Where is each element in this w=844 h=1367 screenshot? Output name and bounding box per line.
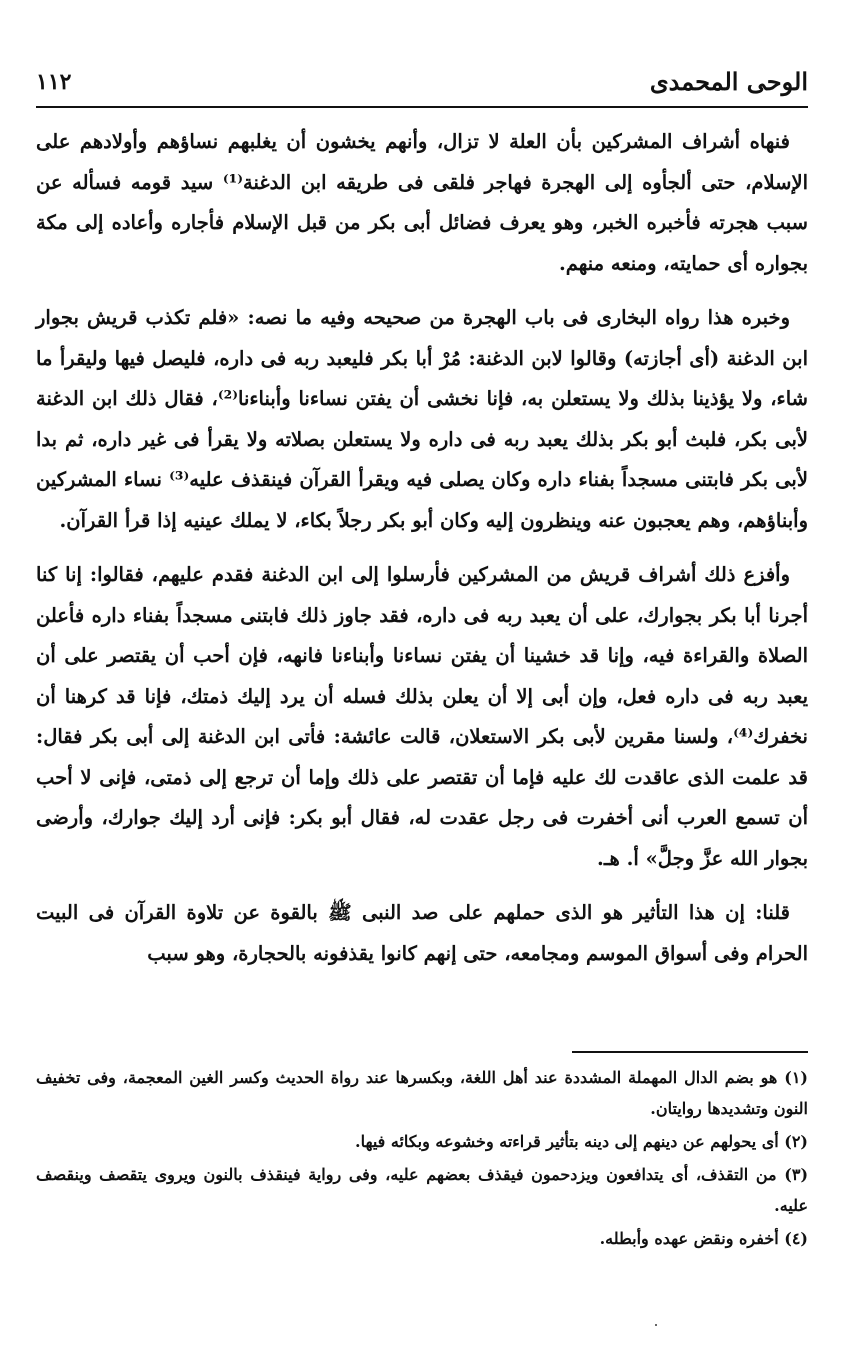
footnote: (١) هو بضم الدال المهملة المشددة عند أهل اللغة، وبكسرها عند رواة الحديث وكسر الغين المعجمة، وفى تخفيف النون وتشديدها روايتان. [36,1068,808,1118]
footnote-separator [572,1051,808,1053]
paragraph: قلنا: إن هذا التأثير هو الذى حملهم على صد النبى ﷺ بالقوة عن تلاوة القرآن فى البيت الحرام وفى أسواق الموسم ومجامعه، حتى إنهم كانوا يقذفونه بالحجارة، وهو سبب [36,901,808,965]
main-text [36,122,808,988]
footnote: (٢) أى يحولهم عن دينهم إلى دينه بتأثير قراءته وخشوعه وبكائه فيها. [355,1132,808,1151]
page-number: ١١٢ [36,69,72,95]
paragraph: وأفزع ذلك أشراف قريش من المشركين فأرسلوا إلى ابن الدغنة فقدم عليهم، فقالوا: إنا كنا أجرنا أبا بكر بجوارك، على أن يعبد ربه فى داره، فقد جاوز ذلك فابتنى مسجداً بفناء داره فأعلن الصلاة والقراءة فيه، وإنا قد خشينا أن يفتن نساءنا وأبناءنا فانهه، فإن أحب أن يقتصر على أن يعبد ربه فى داره فعل، وإن أبى إلا أن يعلن بذلك فسله أن يرد إليك ذمتك، فإنا قد كرهنا أن نخفرك⁽⁴⁾، ولسنا مقرين لأبى بكر الاستعلان، قالت عائشة: فأتى ابن الدغنة إلى أبى بكر فقال: قد علمت الذى عاقدت لك عليه فإما أن تقتصر على ذلك وإما أن ترجع إلى ذمتى، فإنى لا أحب أن تسمع العرب أنى أخفرت فى رجل عقدت له، فقال أبو بكر: فإنى أرد إليك جوارك، وأرضى بجوار الله عزَّ وجلَّ» أ. هـ. [36,563,808,870]
paragraph: فنهاه أشراف المشركين بأن العلة لا تزال، وأنهم يخشون أن يغلبهم نساؤهم وأولادهم على الإسلام، حتى ألجأوه إلى الهجرة فهاجر فلقى فى طريقه ابن الدغنة⁽¹⁾ سيد قومه فسأله عن سبب هجرته فأخبره الخبر، وهو يعرف فضائل أبى بكر من قبل الإسلام فأجاره وأعاده إلى مكة بجواره أى حمايته، ومنعه منهم. [36,130,808,275]
footnotes [36,1062,808,1256]
scan-speck [655,1324,657,1326]
paragraph: وخبره هذا رواه البخارى فى باب الهجرة من صحيحه وفيه ما نصه: «فلم تكذب قريش بجوار ابن الدغنة (أى أجازته) وقالوا لابن الدغنة: مُرْ أبا بكر فليعبد ربه فى داره، فليصل فيها وليقرأ ما شاء، ولا يؤذينا بذلك ولا يستعلن به، فإنا نخشى أن يفتن نساءنا وأبناءنا⁽²⁾، فقال ذلك ابن الدغنة لأبى بكر، فلبث أبو بكر بذلك يعبد ربه فى داره ولا يستعلن بصلاته ولا يقرأ فى غير داره، ثم بدا لأبى بكر فابتنى مسجداً بفناء داره وكان يصلى فيه ويقرأ القرآن فينقذف عليه⁽³⁾ نساء المشركين وأبناؤهم، وهم يعجبون عنه وينظرون إليه وكان أبو بكر رجلاً بكاء، لا يملك عينيه إذا قرأ القرآن. [36,306,808,532]
page-header [36,66,808,106]
header-rule [36,106,808,108]
footnote: (٣) من التقذف، أى يتدافعون ويزدحمون فيقذف بعضهم عليه، وفى رواية فينقذف بالنون ويروى يتقصف وينقصف عليه. [36,1165,809,1215]
footnote: (٤) أخفره ونقض عهده وأبطله. [599,1229,808,1248]
running-title: الوحى المحمدى [649,67,808,96]
